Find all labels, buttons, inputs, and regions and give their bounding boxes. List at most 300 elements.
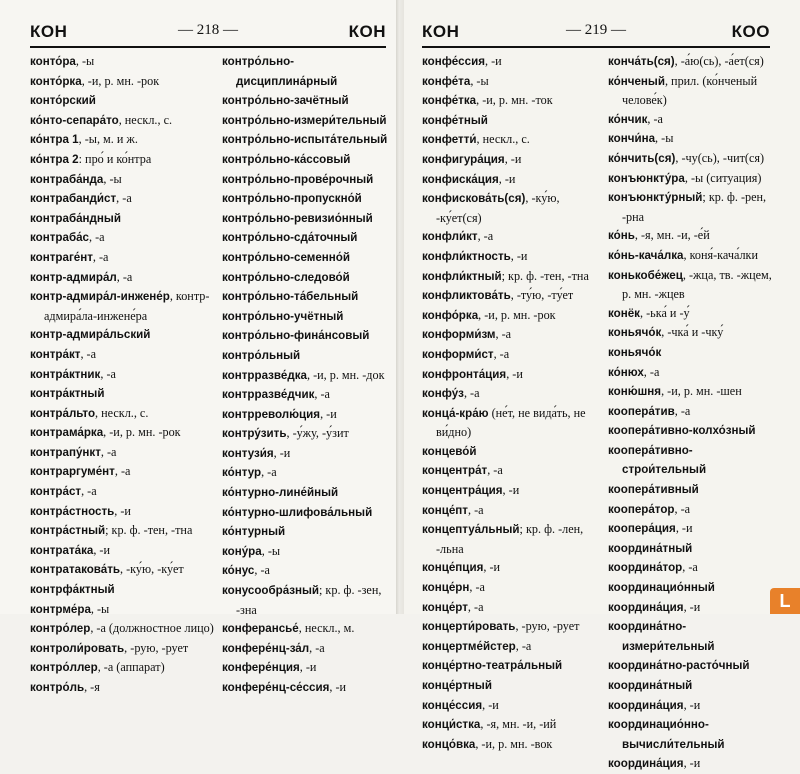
dictionary-entry [608,149,772,169]
entry-grammar: , -и [675,521,693,536]
entry-grammar: , -а [114,464,131,479]
dictionary-entry [608,696,772,716]
dictionary-entry [222,503,390,523]
entry-grammar: , -а [515,638,532,653]
entry-headword: конёк [608,306,640,320]
entry-grammar: , -и [504,151,522,166]
dictionary-entry [222,658,390,678]
entry-headword: конькобе́жец [608,268,683,282]
entry-grammar: , -а [100,366,116,381]
right-guide-word-first: КОН [422,22,460,41]
dictionary-entry [30,423,215,443]
dictionary-entry [422,306,600,326]
entry-grammar: , -и [506,366,523,381]
dictionary-entry [608,558,772,578]
entry-grammar: , -а [467,599,484,614]
entry-headword: кончи́на [608,132,656,146]
dictionary-entry [30,72,215,92]
entry-headword: концерти́ровать [422,620,516,634]
entry-headword: конча́ть(ся) [608,55,675,68]
dictionary-entry [608,656,772,676]
entry-headword: ко́нчить(ся) [608,151,676,165]
dictionary-entry [222,444,390,464]
entry-grammar: , нескл., м. [298,621,355,636]
dictionary-entry [222,483,390,503]
right-page-number: — 219 — [566,22,626,38]
entry-headword: координа́ция [608,600,684,614]
dictionary-entry [422,227,600,247]
entry-headword: координа́ция [608,757,684,771]
entry-grammar: , -у́жу, -у́зит [286,426,349,441]
dictionary-entry [30,130,215,150]
entry-headword: контроли́ровать [30,641,125,655]
entry-headword: конъюнкту́рный [608,191,703,205]
entry-headword: конфере́нц-за́л [222,641,310,655]
dictionary-entry [422,735,600,755]
entry-grammar: , -а [80,346,96,361]
entry-grammar: , -рую, -рует [515,619,580,634]
entry-headword: контр-адмира́л [30,270,117,284]
entry-headword: контро́льно-зачётный [222,94,349,108]
entry-headword: конфликтова́ть [422,289,511,303]
left-header [30,22,386,44]
entry-grammar: , -и [483,560,501,575]
dictionary-entry [608,578,772,598]
book-gutter [396,0,404,614]
entry-headword: контру́зить [222,427,287,441]
entry-grammar: , -ту́ю, -ту́ет [510,288,574,303]
dictionary-entry [30,52,215,72]
entry-grammar: , -и, р. мн. -ток [476,93,553,108]
dictionary-entry [422,345,600,365]
entry-grammar: , коня́-кача́лки [683,247,758,262]
entry-grammar: , -ку́ю, -ку́ет(ся) [436,191,560,225]
entry-headword: конфронта́ция [422,367,507,381]
dictionary-entry [222,307,390,327]
dictionary-entry [30,248,215,268]
entry-headword: контро́льно-сда́точный [222,231,358,245]
entry-headword: кону́ра [222,544,262,558]
entry-headword: контузи́я [222,446,274,460]
entry-grammar: , -а [682,560,698,575]
entry-headword: коньячо́к [608,345,662,359]
entry-grammar: , нескл., с. [118,112,173,127]
entry-headword: контраба́с [30,231,89,245]
dictionary-entry [30,384,215,404]
dictionary-entry [608,129,772,149]
entry-headword: ко́нь [608,229,635,243]
entry-headword: контро́льно-учётный [222,309,344,323]
dictionary-entry [30,600,215,620]
dictionary-entry [608,519,772,539]
entry-headword: контро́льный [222,348,301,362]
entry-grammar: , -а́ю(сь), -а́ет(ся) [674,54,764,68]
entry-grammar: ; кр. ф. -зен, -зна [236,583,382,617]
entry-headword: конфли́ктность [422,249,511,263]
entry-headword: концо́вка [422,737,476,751]
entry-grammar: , -чка́ и -чку́ [661,325,724,340]
entry-headword: ко́нь-кача́лка [608,248,684,262]
entry-headword: конто́рка [30,74,82,88]
entry-grammar: , -я [84,680,100,694]
entry-headword: контро́льно-та́бельный [222,290,359,304]
entry-grammar: ; кр. ф. -тен, -тна [105,523,193,538]
dictionary-entry [422,676,600,696]
entry-headword: контратакова́ть [30,563,121,577]
dictionary-entry [422,267,600,287]
dictionary-entry [422,696,600,716]
dictionary-entry [608,715,772,754]
entry-grammar: , -а [314,387,330,402]
entry-headword: конто́рский [30,94,96,108]
entry-grammar: , -а [674,501,691,516]
dictionary-entry [222,228,390,248]
dictionary-entry [608,304,772,324]
entry-grammar: , -и, р. мн. -рок [103,425,181,440]
entry-headword: конци́стка [422,718,481,732]
entry-grammar: , -а [81,484,97,499]
entry-headword: концептуа́льный [422,523,520,537]
entry-headword: ко́нюх [608,365,644,379]
right-page [404,0,800,771]
dictionary-entry [422,189,600,227]
entry-grammar: , -а [647,111,663,126]
dictionary-entry [30,404,215,424]
entry-headword: коопера́тивно-колхо́зный [608,424,756,438]
dictionary-entry [222,542,390,562]
entry-headword: контра́ст [30,485,82,499]
left-page-number: — 218 — [178,22,238,38]
dictionary-entry [222,111,390,131]
dictionary-entry [422,365,600,385]
entry-grammar: , -и [114,503,131,518]
entry-grammar: , -ы [655,131,674,146]
entry-grammar: , -а [309,640,325,655]
entry-grammar: , -а (аппарат) [97,660,165,675]
entry-headword: коопера́ция [608,522,676,536]
entry-headword: конфере́нц-се́ссия [222,681,330,694]
entry-grammar: , -а [92,249,109,264]
entry-headword: коопера́тивно-строи́тельный [608,443,707,477]
dictionary-entry [422,111,600,131]
entry-headword: ко́нтур [222,466,262,480]
dictionary-entry [30,678,215,698]
dictionary-entry [30,268,215,288]
dictionary-entry [422,150,600,170]
entry-headword: координа́тор [608,561,683,575]
right-guide-word-last: КОО [731,22,770,41]
entry-grammar: , -и [93,542,111,557]
entry-headword: контра́стность [30,504,115,518]
entry-headword: контр-адмира́л-инжене́р [30,290,170,304]
entry-headword: коньячо́к [608,326,662,340]
entry-headword: ко́нтурно-лине́йный [222,486,339,500]
dictionary-entry [30,462,215,482]
entry-headword: ко́нтра 2 [30,152,79,166]
dictionary-entry [422,442,600,462]
dictionary-entry [608,754,772,774]
dictionary-entry [222,639,390,659]
entry-headword: координацио́нный [608,581,715,595]
entry-grammar: , -и [482,697,499,712]
entry-headword: контраргуме́нт [30,465,115,479]
entry-headword: конфли́кт [422,230,478,244]
entry-grammar: , -ы [103,171,122,186]
dictionary-entry [30,345,215,365]
entry-headword: контраге́нт [30,250,93,264]
entry-grammar: , -и [299,660,317,675]
entry-headword: контрме́ра [30,602,91,616]
entry-grammar: , -а [89,230,105,245]
dictionary-entry [222,385,390,405]
dictionary-entry [422,715,600,735]
entry-grammar: , -а [495,327,512,342]
entry-headword: конце́пция [422,561,484,575]
entry-headword: контра́стный [30,524,106,538]
entry-headword: контрразве́дка [222,368,307,382]
dictionary-entry [608,382,772,402]
dictionary-entry [608,500,772,520]
dictionary-entry [222,405,390,425]
dictionary-entry [30,443,215,463]
entry-grammar: , контр-адмира́ла-инжене́ра [44,289,210,323]
dictionary-entry [30,209,215,229]
entry-headword: контрапу́нкт [30,445,101,459]
entry-headword: контро́ллер [30,661,98,675]
dictionary-entry [422,637,600,657]
entry-headword: конформи́ст [422,347,494,361]
left-guide-word-last: КОН [348,22,386,41]
dictionary-entry [30,170,215,190]
entry-headword: коню́шня [608,385,662,399]
entry-grammar: (не́т, не вида́ть, не ви́дно) [436,405,586,440]
entry-headword: контро́льно-испыта́тельный [222,133,388,147]
dictionary-entry [222,424,390,444]
dictionary-entry [422,404,600,442]
entry-headword: конто́ра [30,55,76,68]
dictionary-entry [608,169,772,189]
entry-headword: концентра́ция [422,484,503,498]
dictionary-entry [222,619,390,639]
dictionary-entry [30,325,215,345]
entry-headword: коопера́тор [608,502,675,516]
entry-headword: конце́ссия [422,698,483,712]
dictionary-entry [222,150,390,170]
entry-grammar: ; кр. ф. -лен, -льна [436,522,584,556]
entry-grammar: , -и [502,483,520,498]
entry-headword: контро́льно-ка́ссовый [222,152,351,166]
entry-headword: конфли́ктный [422,269,502,283]
dictionary-entry [608,266,772,304]
dictionary-entry [608,402,772,422]
entry-grammar: , -ька́ и -у́ [640,305,690,320]
dictionary-entry [422,481,600,501]
dictionary-entry [222,346,390,366]
dictionary-entry [222,170,390,190]
entry-headword: конца́-кра́ю [422,406,489,420]
dictionary-entry [608,598,772,618]
right-column-1 [422,52,600,751]
dictionary-entry [608,323,772,343]
entry-headword: конъюнкту́ра [608,171,685,185]
dictionary-entry [608,617,772,656]
entry-headword: контра́ктник [30,367,101,381]
dictionary-entry [30,365,215,385]
entry-grammar: , -а (должностное лицо) [90,621,214,636]
left-guide-word-first: КОН [30,22,68,41]
entry-grammar: , -ы [90,601,110,616]
entry-headword: конфе́тный [422,113,488,127]
entry-headword: контрразве́дчик [222,388,315,402]
entry-grammar: , -и [510,248,528,263]
entry-headword: контро́льно-следово́й [222,270,350,284]
entry-headword: коопера́тивный [608,483,699,497]
entry-headword: ко́нтурный [222,525,286,539]
dictionary-entry [422,558,600,578]
entry-headword: контро́льно-пропускно́й [222,192,362,206]
dictionary-entry [222,366,390,386]
entry-headword: контро́лер [30,622,91,636]
dictionary-entry [222,52,390,91]
entry-grammar: , -ку́ю, -ку́ет [120,562,184,577]
entry-grammar: , нескл., с. [95,405,149,420]
dictionary-entry [222,209,390,229]
entry-headword: конце́ртный [422,679,492,692]
entry-headword: концертме́йстер [422,639,516,653]
entry-grammar: , -ы (ситуация) [684,170,762,185]
entry-grammar: , -и [320,406,337,421]
entry-headword: контра́ктный [30,387,105,401]
entry-headword: контра́льто [30,406,96,420]
dictionary-entry [222,268,390,288]
entry-headword: ко́нус [222,564,255,578]
dictionary-entry [422,52,600,72]
dictionary-entry [222,326,390,346]
dictionary-entry [30,658,215,678]
entry-grammar: , -ы [261,543,281,558]
dictionary-entry [222,581,390,619]
right-header-rule [422,46,770,48]
entry-headword: контр-адмира́льский [30,328,151,342]
entry-headword: конформи́зм [422,328,496,342]
entry-headword: контраба́нда [30,172,104,186]
entry-grammar: , -чу(сь), -чит(ся) [675,150,765,165]
entry-headword: контро́льно-дисциплина́рный [222,55,338,88]
entry-grammar: , -а [116,191,132,206]
dictionary-entry [222,248,390,268]
entry-headword: ко́нчик [608,112,648,126]
dictionary-entry [222,561,390,581]
entry-grammar: , -и [683,599,701,614]
entry-grammar: , -а [477,229,494,244]
entry-headword: конфе́тка [422,94,477,108]
entry-headword: контро́льно-ревизио́нный [222,211,373,225]
entry-headword: конфу́з [422,387,464,401]
dictionary-entry [30,482,215,502]
left-page [0,0,396,694]
entry-headword: концево́й [422,444,477,458]
entry-grammar: , -и, р. мн. -рок [478,307,556,322]
dictionary-entry [422,384,600,404]
dictionary-entry [222,678,390,698]
entry-headword: контро́льно-измери́тельный [222,113,387,127]
dictionary-entry [422,91,600,111]
entry-headword: конфо́рка [422,308,479,322]
entry-headword: конферансье́ [222,622,299,636]
entry-grammar: : про́ и ко́нтра [78,151,152,166]
entry-headword: конце́ртно-театра́льный [422,659,563,673]
entry-headword: контро́льно-прове́рочный [222,172,374,186]
entry-grammar: , -и, р. мн. -вок [475,736,553,751]
entry-grammar: , -а [674,403,691,418]
entry-grammar: ; кр. ф. -тен, -тна [501,268,589,283]
dictionary-entry [222,91,390,111]
dictionary-entry [608,188,772,226]
dictionary-entry [422,461,600,481]
entry-headword: координа́тно-расто́чный [608,659,750,673]
dictionary-entry [30,228,215,248]
entry-headword: контра́кт [30,347,81,361]
entry-grammar: , -а [487,463,503,478]
left-header-rule [30,46,386,48]
dictionary-entry [422,617,600,637]
entry-grammar: , -а [116,269,133,284]
entry-grammar: , -и [498,171,516,186]
entry-grammar: , -и [484,54,502,68]
entry-headword: конфе́та [422,74,471,88]
dictionary-entry [30,560,215,580]
entry-headword: конце́рт [422,600,468,614]
entry-headword: контраба́ндный [30,211,121,225]
entry-grammar: , -ы, м. и ж. [78,132,138,147]
entry-grammar: , -рую, -рует [124,640,189,655]
entry-grammar: , нескл., с. [476,132,530,147]
entry-grammar: , -а [254,563,270,578]
entry-headword: координацио́нно-вычисли́тельный [608,718,725,751]
entry-grammar: , -а [643,364,660,379]
entry-headword: контрата́ка [30,543,94,557]
entry-headword: контро́льно-семенно́й [222,250,350,264]
entry-grammar: , -а [261,465,277,480]
dictionary-entry [608,343,772,363]
entry-grammar: , -ы [75,54,95,68]
dictionary-entry [30,287,215,325]
dictionary-entry [608,539,772,559]
dictionary-entry [422,578,600,598]
dictionary-entry [30,111,215,131]
entry-grammar: , -и [273,445,291,460]
entry-headword: контро́льно-фина́нсовый [222,329,370,343]
entry-headword: контро́ль [30,681,85,694]
entry-grammar: , -и, р. мн. -шен [661,384,742,399]
entry-grammar: , -я, мн. -и, -ий [480,717,557,732]
dictionary-entry [422,520,600,558]
dictionary-entry [608,52,772,72]
dictionary-entry [608,421,772,441]
dictionary-entry [30,619,215,639]
entry-headword: конфиска́ция [422,172,499,186]
watermark-logo: L [770,588,800,614]
dictionary-entry [222,463,390,483]
entry-headword: координа́тно-измери́тельный [608,620,715,653]
dictionary-entry [422,247,600,267]
dictionary-entry [30,541,215,561]
entry-grammar: , -я, мн. -и, -е́й [634,228,710,243]
left-column-2 [222,52,390,694]
dictionary-entry [422,325,600,345]
entry-headword: координа́ция [608,698,684,712]
entry-grammar: , -а [463,386,480,401]
